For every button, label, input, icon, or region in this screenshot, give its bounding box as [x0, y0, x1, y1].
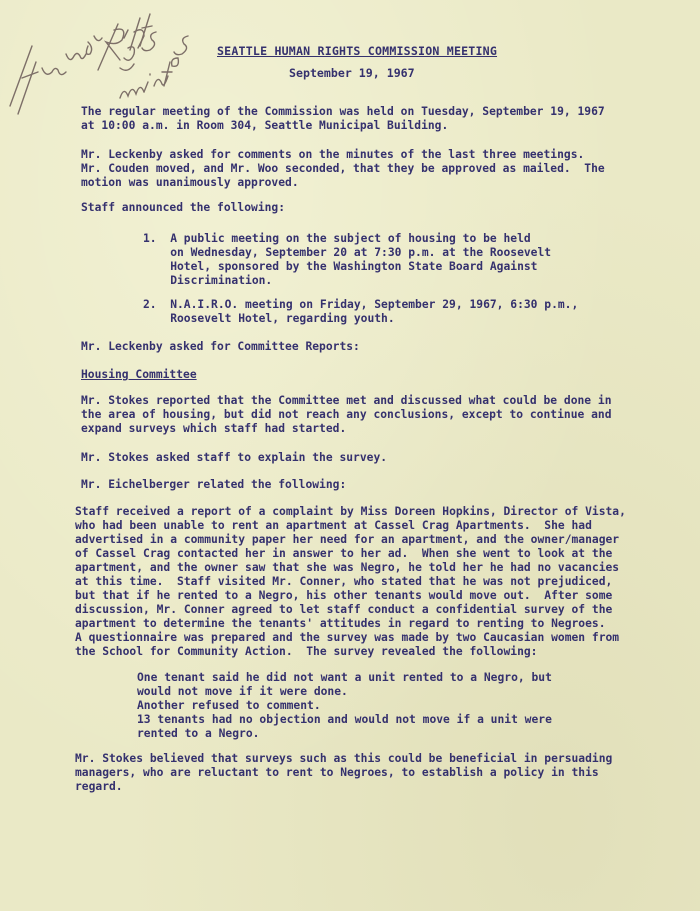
stokes-report-paragraph: Mr. Stokes reported that the Committee met and discussed what could be done in the area of housing, but did not reach any conclusions, except to continue and expand surveys which staff had started. — [81, 394, 612, 435]
stokes-asked-line: Mr. Stokes asked staff to explain the survey. — [81, 451, 388, 464]
complaint-paragraph: Staff received a report of a complaint by Miss Doreen Hopkins, Director of Vista, who had been unable to rent an apartment at Cassel Crag Apartments. She had advertised in a community paper her need for an apartment, and the owner/manager of Cassel Crag contacted her in answer to her ad. When she went to look at the apartment, and the owner saw that she was Negro, he told her he had no vacancies at this time. Staff visited Mr. Conner, who stated that he was not prejudiced, but that if he rented to a Negro, his other tenants would move out. After some discussion, Mr. Conner agreed to let staff conduct a confidential survey of the apartment to determine the tenants' attitudes in regard to renting to Negroes. A questionnaire was prepared and the survey was made by two Caucasian women from the School for Community Action. The survey revealed the following: — [75, 505, 626, 658]
announcement-item-2: 2. N.A.I.R.O. meeting on Friday, September 29, 1967, 6:30 p.m., Roosevelt Hotel, regarding youth. — [143, 298, 579, 325]
handwritten-note — [2, 6, 202, 116]
page-title: SEATTLE HUMAN RIGHTS COMMISSION MEETING — [217, 44, 498, 58]
meeting-date: September 19, 1967 — [289, 66, 415, 80]
committee-reports-line: Mr. Leckenby asked for Committee Reports: — [81, 340, 360, 353]
survey-results: One tenant said he did not want a unit rented to a Negro, but would not move if it were done. Another refused to comment. 13 tenants had no objection and would not move if a unit were rented to a Negro. — [137, 671, 552, 740]
minutes-paragraph: Mr. Leckenby asked for comments on the minutes of the last three meetings. Mr. Couden moved, and Mr. Woo seconded, that they be approved as mailed. The motion was unanimously approved. — [81, 148, 605, 189]
housing-committee-heading: Housing Committee — [81, 368, 197, 381]
opening-paragraph: The regular meeting of the Commission was held on Tuesday, September 19, 1967 at 10:00 a.m. in Room 304, Seattle Municipal Building. — [81, 105, 605, 132]
eichelberger-line: Mr. Eichelberger related the following: — [81, 478, 347, 491]
closing-paragraph: Mr. Stokes believed that surveys such as this could be beneficial in persuading managers, who are reluctant to rent to Negroes, to establish a policy in this regard. — [75, 752, 613, 793]
announcement-item-1: 1. A public meeting on the subject of housing to be held on Wednesday, September 20 at 7:30 p.m. at the Roosevelt Hotel, sponsored by the Washington State Board Against Discrimination. — [143, 232, 552, 287]
staff-announced-line: Staff announced the following: — [81, 201, 286, 214]
